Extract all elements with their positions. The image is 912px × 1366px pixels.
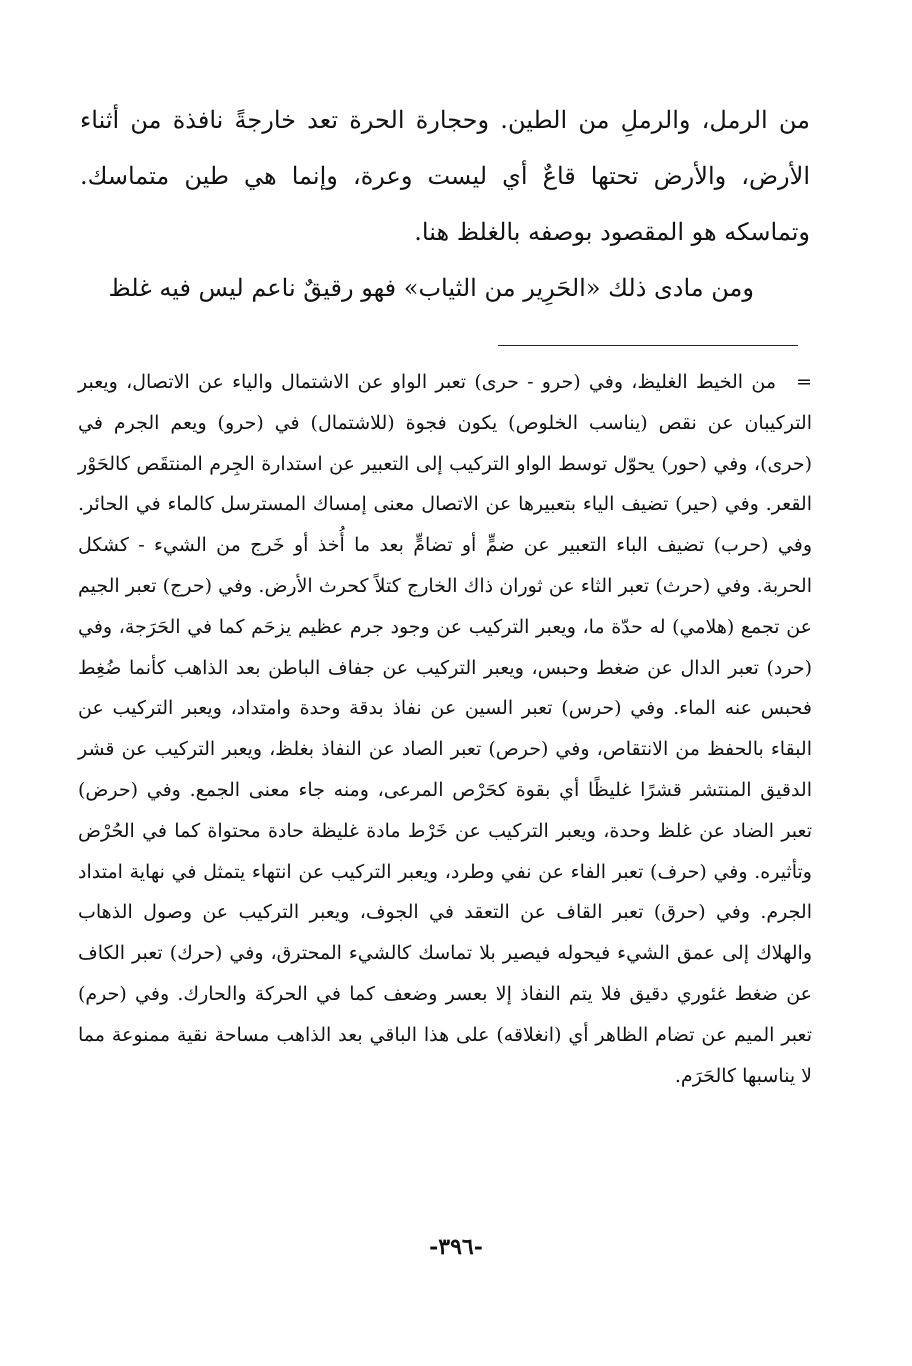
- page-number: -٣٩٦-: [429, 1234, 483, 1260]
- footnote-continuation-marker: =: [796, 371, 812, 393]
- footnote-paragraph: [78, 362, 812, 1096]
- main-paragraph-1: من الرمل، والرملِ من الطين. وحجارة الحرة تعد خارجةً نافذة من أثناء الأرض، والأرض تحتها قاعٌ أي ليست وعرة، وإنما هي طين متماسك. وتماسكه هو المقصود بوصفه بالغلظ هنا.: [80, 106, 810, 246]
- footnote-text: من الخيط الغليظ، وفي (حرو - حرى) تعبر الواو عن الاشتمال والياء عن الاتصال، ويعبر التركيبان عن نقص (يناسب الخلوص) يكون فجوة (للاشتمال) في (حرو) ويعم الجرم في (حرى)، وفي (حور) يحوّل توسط الواو التركيب إلى التعبير عن استدارة الجِرم المنتقَص كالحَوْر القعر. وفي (حير) تضيف الياء بتعبيرها عن الاتصال معنى إمساك المسترسل كالماء في الحائر. وفي (حرب) تضيف الباء التعبير عن ضمٍّ أو تضامٍّ بعد ما أُخذ أو خَرج من الشيء - كشكل الحربة. وفي (حرث) تعبر الثاء عن ثوران ذاك الخارج كتلاً كحرث الأرض. وفي (حرج) تعبر الجيم عن تجمع (هلامي) له حدّة ما، ويعبر التركيب عن وجود جرم عظيم يزحَم كما في الحَرَجة، وفي (حرد) تعبر الدال عن ضغط وحبس، ويعبر التركيب عن جفاف الباطن بعد الذاهب كأنما ضُغِط فحبس عنه الماء. وفي (حرس) تعبر السين عن نفاذ بدقة وحدة وامتداد، ويعبر التركيب عن البقاء بالحفظ من الانتقاص، وفي (حرص) تعبر الصاد عن النفاذ بغلظ، ويعبر التركيب عن قشر الدقيق المنتشر قشرًا غليظًا أي بقوة كحَرْص المرعى، ومنه جاء معنى الجمع. وفي (حرض) تعبر الضاد عن غلظ وحدة، ويعبر التركيب عن خَرْط مادة غليظة حادة محتواة كما في الحُرْض وتأثيره. وفي (حرف) تعبر الفاء عن نفي وطرد، ويعبر التركيب عن انتهاء يتمثل في نهاية امتداد الجرم. وفي (حرق) تعبر القاف عن التعقد في الجوف، ويعبر التركيب عن وصول الذهاب والهلاك إلى عمق الشيء فيحوله فيصير بلا تماسك كالشيء المحترق، وفي (حرك) تعبر الكاف عن ضغط غئوري دقيق فلا يتم النفاذ إلا بعسر وضعف كما في الحركة والحارك. وفي (حرم) تعبر الميم عن تضام الظاهر أي (انغلاقه) على هذا الباقي بعد الذاهب مساحة نقية ممنوعة مما لا يناسبها كالحَرَم.: [78, 371, 812, 1087]
- footnote-block: [78, 362, 812, 1096]
- main-body-text: [80, 92, 810, 316]
- main-paragraph-2: ومن مادى ذلك «الحَرِير من الثياب» فهو رقيقٌ ناعم ليس فيه غلظ: [108, 274, 754, 302]
- footnote-separator-line: [498, 345, 798, 346]
